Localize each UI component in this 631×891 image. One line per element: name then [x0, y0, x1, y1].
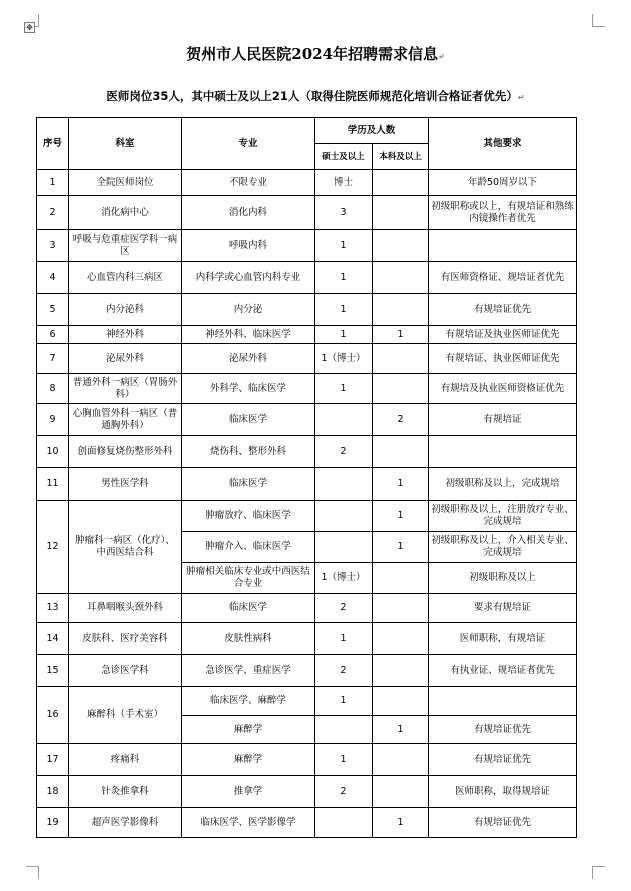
row-bachelor [373, 344, 429, 374]
row-seq: 13 [37, 594, 69, 623]
row-other: 医师职称，有规培证 [429, 623, 577, 655]
row-dept: 内分泌科 [69, 294, 182, 326]
row-seq: 12 [37, 501, 69, 594]
document-title [0, 43, 631, 64]
row-other: 有执业证、规培证者优先 [429, 655, 577, 687]
row-other: 要求有规培证 [429, 594, 577, 623]
row-other [429, 687, 577, 716]
row-other: 医师职称，取得规培证 [429, 776, 577, 808]
row-seq: 8 [37, 374, 69, 404]
row-major: 内科学或心血管内科专业 [182, 262, 315, 294]
row-bachelor [373, 374, 429, 404]
row-seq: 3 [37, 230, 69, 262]
header-other: 其他要求 [429, 118, 577, 170]
row-dept: 心血管内科三病区 [69, 262, 182, 294]
row-dept: 创面修复烧伤整形外科 [69, 436, 182, 468]
row-other: 有规培及执业医师资格证优先 [429, 374, 577, 404]
table-row [37, 196, 577, 230]
table-row [37, 436, 577, 468]
row-bachelor: 2 [373, 404, 429, 436]
row-other: 有规培证优先 [429, 294, 577, 326]
row-major: 烧伤科、整形外科 [182, 436, 315, 468]
row-dept: 皮肤科、医疗美容科 [69, 623, 182, 655]
row-dept: 普通外科一病区（胃肠外科） [69, 374, 182, 404]
subtitle-text: 医师岗位35人，其中硕士及以上21人（取得住院医师规范化培训合格证者优先） [106, 89, 518, 103]
row-other: 初级职称及以上，完成规培 [429, 468, 577, 501]
row-bachelor: 1 [373, 808, 429, 838]
table-row [37, 594, 577, 623]
table-row [37, 655, 577, 687]
table-row [37, 262, 577, 294]
row-bachelor [373, 594, 429, 623]
row-bachelor [373, 262, 429, 294]
row-masters [315, 404, 373, 436]
header-dept: 科室 [69, 118, 182, 170]
row-seq: 15 [37, 655, 69, 687]
row-dept: 泌尿外科 [69, 344, 182, 374]
row-major: 临床医学、医学影像学 [182, 808, 315, 838]
row-dept: 心胸血管外科一病区（普通胸外科） [69, 404, 182, 436]
row-major: 肿瘤相关临床专业或中西医结合专业 [182, 563, 315, 594]
row-other: 有医师资格证、规培证者优先 [429, 262, 577, 294]
row-other: 初级职称及以上 [429, 563, 577, 594]
row-masters: 2 [315, 655, 373, 687]
row-bachelor [373, 687, 429, 716]
row-seq: 1 [37, 170, 69, 196]
row-dept: 神经外科 [69, 326, 182, 344]
table-row [37, 468, 577, 501]
header-edu-count: 学历及人数 [315, 118, 429, 144]
row-other [429, 436, 577, 468]
row-major: 临床医学、麻醉学 [182, 687, 315, 716]
table-row [37, 230, 577, 262]
row-other: 初级职称或以上，有规培证和熟练内镜操作者优先 [429, 196, 577, 230]
table-row [37, 404, 577, 436]
row-major: 泌尿外科 [182, 344, 315, 374]
table-row [37, 808, 577, 838]
row-masters: 博士 [315, 170, 373, 196]
row-seq: 5 [37, 294, 69, 326]
row-masters: 1 [315, 623, 373, 655]
row-major: 皮肤性病科 [182, 623, 315, 655]
row-major: 麻醉学 [182, 716, 315, 744]
table-row [37, 776, 577, 808]
row-other: 有规培证优先 [429, 716, 577, 744]
row-bachelor: 1 [373, 468, 429, 501]
row-masters: 2 [315, 594, 373, 623]
row-bachelor [373, 196, 429, 230]
row-seq: 7 [37, 344, 69, 374]
row-major: 神经外科、临床医学 [182, 326, 315, 344]
row-masters: 2 [315, 436, 373, 468]
row-bachelor [373, 655, 429, 687]
row-bachelor [373, 436, 429, 468]
row-other [429, 230, 577, 262]
title-text: 贺州市人民医院2024年招聘需求信息 [186, 45, 439, 63]
row-masters: 1 [315, 294, 373, 326]
row-seq: 6 [37, 326, 69, 344]
margin-corner-bottom-left [26, 866, 39, 879]
row-dept: 疼痛科 [69, 744, 182, 776]
row-bachelor [373, 623, 429, 655]
row-masters: 2 [315, 776, 373, 808]
row-bachelor: 1 [373, 532, 429, 563]
row-major: 麻醉学 [182, 744, 315, 776]
row-major: 外科学、临床医学 [182, 374, 315, 404]
table-row [37, 374, 577, 404]
row-seq: 14 [37, 623, 69, 655]
header-seq: 序号 [37, 118, 69, 170]
table-move-handle-icon[interactable]: ✥ [24, 22, 35, 33]
row-seq: 19 [37, 808, 69, 838]
header-masters: 硕士及以上 [315, 144, 373, 170]
row-masters [315, 501, 373, 532]
row-dept: 超声医学影像科 [69, 808, 182, 838]
table-row [37, 744, 577, 776]
row-dept: 呼吸与危重症医学科一病区 [69, 230, 182, 262]
row-major: 消化内科 [182, 196, 315, 230]
row-bachelor [373, 563, 429, 594]
recruitment-table [36, 117, 577, 838]
row-dept: 麻醉科（手术室） [69, 687, 182, 744]
row-dept: 急诊医学科 [69, 655, 182, 687]
row-masters [315, 532, 373, 563]
row-major: 临床医学 [182, 594, 315, 623]
table-row [37, 501, 577, 532]
row-masters [315, 716, 373, 744]
row-bachelor: 1 [373, 326, 429, 344]
row-major: 急诊医学、重症医学 [182, 655, 315, 687]
row-seq: 18 [37, 776, 69, 808]
row-seq: 4 [37, 262, 69, 294]
row-bachelor [373, 230, 429, 262]
row-masters: 1 [315, 262, 373, 294]
row-masters [315, 468, 373, 501]
table-row [37, 170, 577, 196]
row-masters: 1 [315, 326, 373, 344]
row-major: 推拿学 [182, 776, 315, 808]
row-bachelor [373, 170, 429, 196]
margin-corner-top-right [592, 14, 605, 27]
row-major: 肿瘤放疗、临床医学 [182, 501, 315, 532]
row-masters [315, 808, 373, 838]
row-bachelor [373, 294, 429, 326]
row-masters: 1 [315, 687, 373, 716]
row-seq: 11 [37, 468, 69, 501]
row-major: 内分泌 [182, 294, 315, 326]
row-bachelor: 1 [373, 716, 429, 744]
row-other: 有规培证优先 [429, 744, 577, 776]
row-masters: 1（博士） [315, 344, 373, 374]
row-major: 肿瘤介入、临床医学 [182, 532, 315, 563]
table-row [37, 326, 577, 344]
row-bachelor: 1 [373, 501, 429, 532]
row-other: 年龄50周岁以下 [429, 170, 577, 196]
row-other: 有规培证、执业医师证优先 [429, 344, 577, 374]
document-subtitle [0, 88, 631, 104]
table-row [37, 294, 577, 326]
row-dept: 针灸推拿科 [69, 776, 182, 808]
row-masters: 1（博士） [315, 563, 373, 594]
row-masters: 3 [315, 196, 373, 230]
header-major: 专业 [182, 118, 315, 170]
row-dept: 肿瘤科一病区（化疗）、中西医结合科 [69, 501, 182, 594]
row-masters: 1 [315, 744, 373, 776]
paragraph-mark-icon: ↵ [438, 51, 445, 61]
row-masters: 1 [315, 374, 373, 404]
row-seq: 16 [37, 687, 69, 744]
row-masters: 1 [315, 230, 373, 262]
row-other: 有规培证及执业医师证优先 [429, 326, 577, 344]
row-major: 临床医学 [182, 468, 315, 501]
row-other: 初级职称及以上，介入相关专业、完成规培 [429, 532, 577, 563]
table-row [37, 687, 577, 716]
row-dept: 男性医学科 [69, 468, 182, 501]
paragraph-mark-icon: ↵ [517, 93, 525, 102]
table-row [37, 344, 577, 374]
row-other: 初级职称及以上，注册放疗专业、完成规培 [429, 501, 577, 532]
row-seq: 9 [37, 404, 69, 436]
row-seq: 2 [37, 196, 69, 230]
row-bachelor [373, 776, 429, 808]
row-other: 有规培证 [429, 404, 577, 436]
row-major: 不限专业 [182, 170, 315, 196]
row-bachelor [373, 744, 429, 776]
row-dept: 耳鼻咽喉头颈外科 [69, 594, 182, 623]
row-dept: 全院医师岗位 [69, 170, 182, 196]
row-dept: 消化病中心 [69, 196, 182, 230]
row-other: 有规培证优先 [429, 808, 577, 838]
row-major: 临床医学 [182, 404, 315, 436]
table-row [37, 623, 577, 655]
row-seq: 10 [37, 436, 69, 468]
row-major: 呼吸内科 [182, 230, 315, 262]
header-bachelor: 本科及以上 [373, 144, 429, 170]
margin-corner-bottom-right [592, 866, 605, 879]
row-seq: 17 [37, 744, 69, 776]
